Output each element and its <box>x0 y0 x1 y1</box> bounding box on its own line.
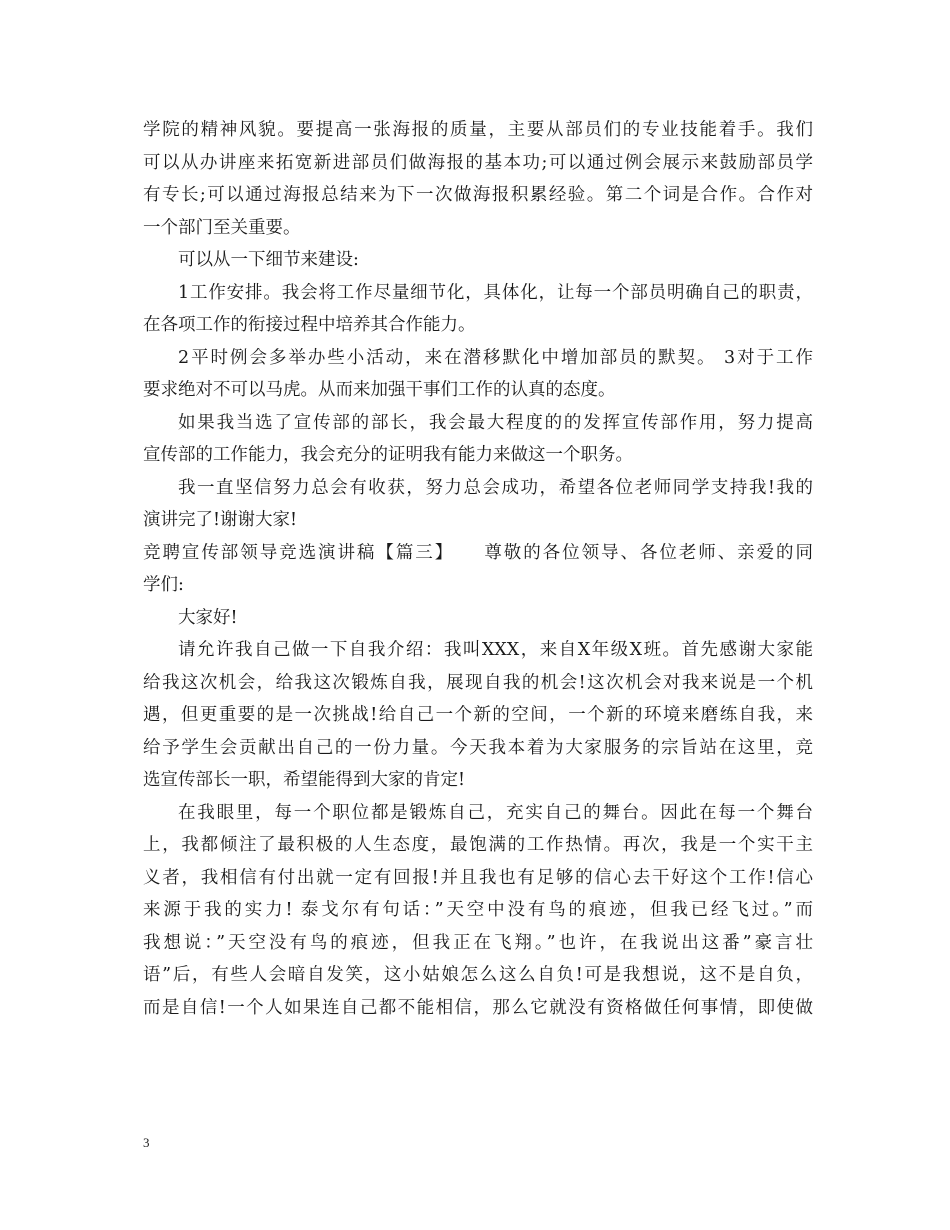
text-line: 一个部门至关重要。 <box>143 217 301 238</box>
text-line: 大家好! <box>178 607 238 628</box>
text-line: 有专长;可以通过海报总结来为下一次做海报积累经验。第二个词是合作。合作对 <box>143 185 813 205</box>
page-number: 3 <box>143 1135 150 1150</box>
text-line: 可以从一下细节来建设: <box>178 250 359 270</box>
text-line: 可以从办讲座来拓宽新进部员们做海报的基本功;可以通过例会展示来鼓励部员学 <box>143 152 813 173</box>
text-line: 2平时例会多举办些小活动，来在潜移默化中增加部员的默契。 3对于工作 <box>178 347 813 368</box>
text-line: 遇，但更重要的是一次挑战!给自己一个新的空间，一个新的环境来磨练自我，来 <box>143 705 813 725</box>
text-line: 语”后，有些人会暗自发笑，这小姑娘怎么这么自负!可是我想说，这不是自负， <box>143 965 813 985</box>
text-line: 如果我当选了宣传部的部长，我会最大程度的的发挥宣传部作用，努力提高 <box>178 412 813 433</box>
text-line: 在我眼里，每一个职位都是锻炼自己，充实自己的舞台。因此在每一个舞台 <box>178 802 813 823</box>
section-heading-line: 竞聘宣传部领导竞选演讲稿【篇三】 尊敬的各位领导、各位老师、亲爱的同 <box>143 542 813 563</box>
text-line: 给我这次机会，给我这次锻炼自我，展现自我的机会!这次机会对我来说是一个机 <box>143 672 813 693</box>
text-line: 宣传部的工作能力，我会充分的证明我有能力来做这一个职务。 <box>143 445 633 465</box>
text-line: 义者，我相信有付出就一定有回报!并且我也有足够的信心去干好这个工作!信心 <box>143 867 813 888</box>
text-line: 而是自信!一个人如果连自己都不能相信，那么它就没有资格做任何事情，即使做 <box>143 997 813 1018</box>
text-line: 请允许我自己做一下自我介绍：我叫XXX，来自X年级X班。首先感谢大家能 <box>178 640 813 660</box>
text-line: 上，我都倾注了最积极的人生态度，最饱满的工作热情。再次，我是一个实干主 <box>143 835 813 855</box>
text-line: 选宣传部长一职，希望能得到大家的肯定! <box>143 770 466 790</box>
text-line: 学院的精神风貌。要提高一张海报的质量，主要从部员们的专业技能着手。我们 <box>143 120 813 140</box>
text-line: 我一直坚信努力总会有收获，努力总会成功，希望各位老师同学支持我!我的 <box>178 477 813 498</box>
text-line: 在各项工作的衔接过程中培养其合作能力。 <box>143 315 476 335</box>
document-body <box>143 114 813 1024</box>
text-line: 来源于我的实力! 泰戈尔有句话：”天空中没有鸟的痕迹，但我已经飞过。”而 <box>143 900 813 920</box>
text-line: 给予学生会贡献出自己的一份力量。今天我本着为大家服务的宗旨站在这里，竞 <box>143 737 813 758</box>
text-line: 演讲完了!谢谢大家! <box>143 510 298 530</box>
text-line: 我想说：”天空没有鸟的痕迹，但我正在飞翔。”也许，在我说出这番”豪言壮 <box>143 932 813 953</box>
text-line: 学们: <box>143 575 184 595</box>
text-line: 要求绝对不可以马虎。从而来加强干事们工作的认真的态度。 <box>143 380 616 400</box>
text-line: 1工作安排。我会将工作尽量细节化，具体化，让每一个部员明确自己的职责， <box>178 282 813 303</box>
